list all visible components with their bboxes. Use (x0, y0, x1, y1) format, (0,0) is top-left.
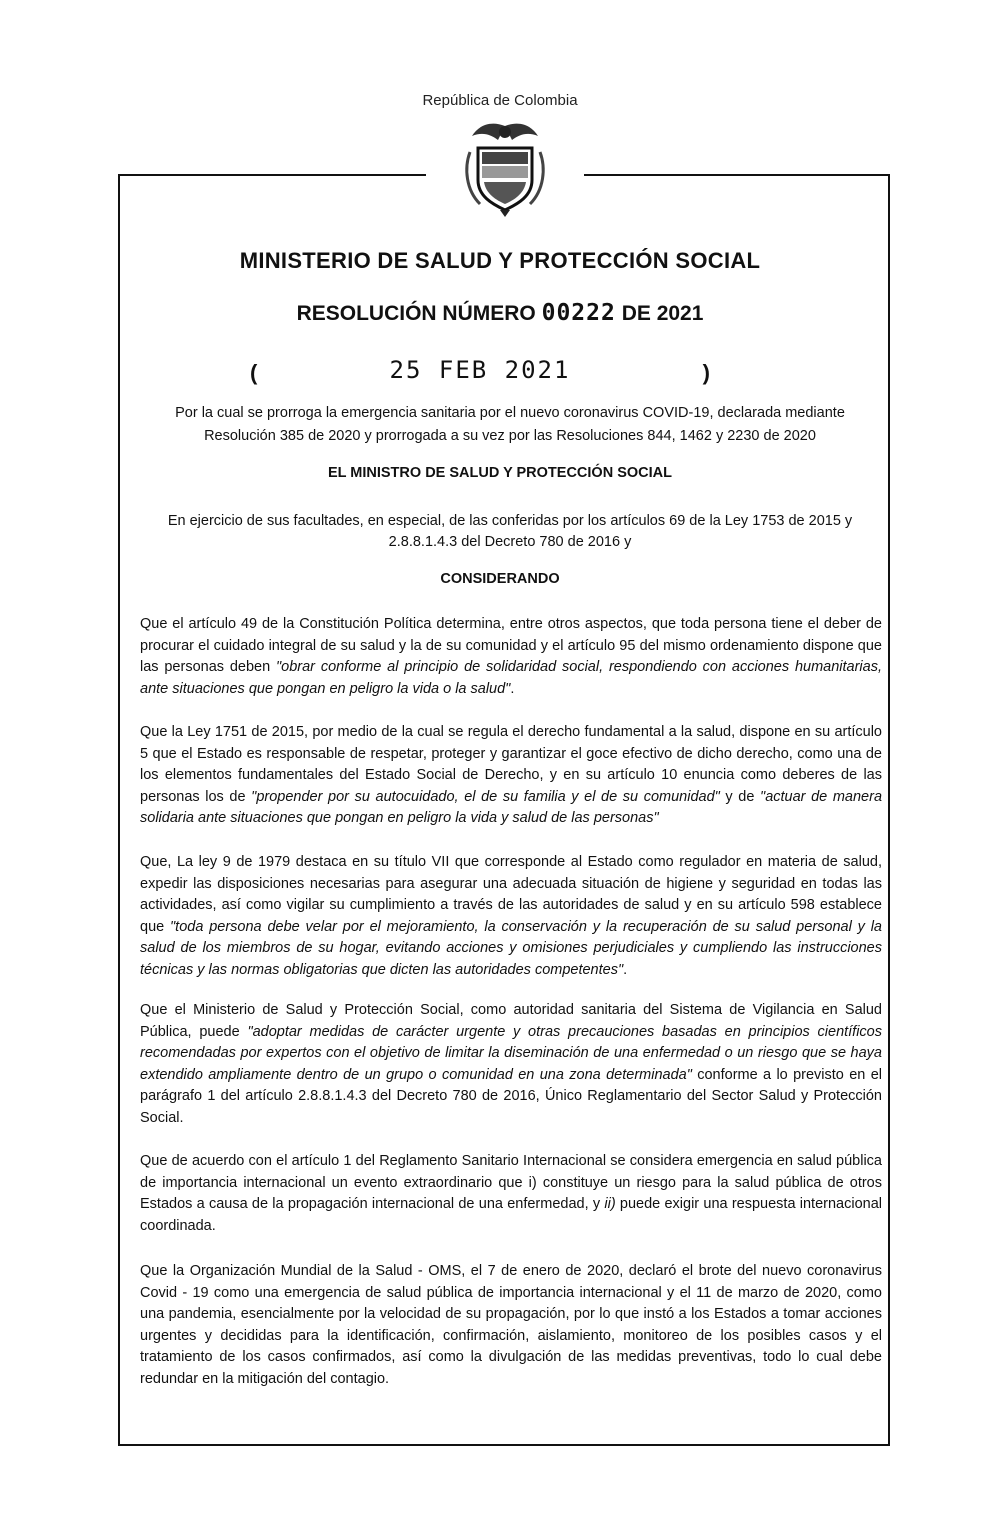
fecha-row (250, 356, 710, 396)
paragraph-1-text: Que el artículo 49 de la Constitución Política determina, entre otros aspectos, que toda persona tiene el deber de procurar el cuidado integral de su salud y la de su comunidad y el artículo 95 del mismo ordenamiento dispone que las personas deben (140, 616, 882, 675)
paragraph-4-quote: "adoptar medidas de carácter urgente y otras precauciones basadas en principios científicos recomendadas por expertos con el objetivo de limitar la diseminación de una enfermedad o un riesgo que se haya extendido ampliamente dentro de un grupo o comunidad en una zona determinada" (140, 1023, 882, 1083)
paragraph-6-text: Que la Organización Mundial de la Salud - OMS, el 7 de enero de 2020, declaró el brote del nuevo coronavirus Covid - 19 como una emergencia de salud pública de importancia internacional y el 11 de marzo de 2020, como una pandemia, esencialmente por la velocidad de su propagación, por lo que instó a los Estados a tomar acciones urgentes y decididas para la identificación, confirmación, aislamiento, monitoreo de los posibles casos y el tratamiento de los casos confirmados, así como la divulgación de las medidas preventivas, todo lo cual debe redundar en la mitigación del contagio. (140, 1263, 882, 1387)
paragraph-5-end: puede exigir una respuesta internacional coordinada. (140, 1196, 882, 1234)
paragraph-4-text: Que el Ministerio de Salud y Protección Social, como autoridad sanitaria del Sistema de Vigilancia en Salud Pública, puede (140, 1002, 882, 1040)
paragraph-5 (140, 1151, 882, 1237)
paragraph-2-text: Que la Ley 1751 de 2015, por medio de la cual se regula el derecho fundamental a la salud, dispone en su artículo 5 que el Estado es responsable de respetar, proteger y garantizar el goce efectivo de dicho derecho, como una de los elementos fundamentales del Estado Social de Derecho, y en su artículo 10 enuncia como deberes de las personas los de (140, 724, 882, 805)
paragraph-1 (140, 614, 882, 700)
resolucion-heading (0, 300, 1000, 326)
resolucion-year: DE 2021 (621, 302, 704, 325)
paragraph-3-end: . (623, 961, 628, 978)
paragraph-1-quote: "obrar conforme al principio de solidaridad social, respondiendo con acciones humanitarias, ante situaciones que pongan en peligro la vida o la salud" (140, 659, 882, 697)
republica-label: República de Colombia (422, 92, 578, 109)
paragraph-2-mid: y de (719, 788, 761, 805)
paragraph-6 (140, 1261, 882, 1390)
facultades-text: En ejercicio de sus facultades, en especial, de las conferidas por los artículos 69 de la Ley 1753 de 2015 y 2.8.8.1.4.3 del Decreto 780 de 2016 y (167, 513, 853, 550)
paragraph-4 (140, 1000, 882, 1129)
paragraph-3-text: Que, La ley 9 de 1979 destaca en su título VII que corresponde al Estado como regulador en materia de salud, expedir las disposiciones necesarias para asegurar una adecuada situación de higiene y seguridad en todas las actividades, así como vigilar su cumplimiento a través de las autoridades de salud y en su artículo 598 establece que (140, 854, 882, 935)
paragraph-3-quote: "toda persona debe velar por el mejoramiento, la conservación y la recuperación de su salud personal y la salud de los miembros de su hogar, evitando acciones y omisiones perjudiciales y cumpliendo las instrucciones técnicas y las normas obligatorias que dicten las autoridades competentes" (140, 918, 882, 978)
paragraph-5-quote: ii) (604, 1196, 616, 1212)
ministro-heading: EL MINISTRO DE SALUD Y PROTECCIÓN SOCIAL (327, 465, 672, 481)
paragraph-2 (140, 722, 882, 830)
paragraph-2-quote-1: "propender por su autocuidado, el de su familia y el de su comunidad" (251, 788, 720, 805)
paragraph-3 (140, 852, 882, 981)
epigrafe: Por la cual se prorroga la emergencia sanitaria por el nuevo coronavirus COVID-19, declarada mediante Resolución 385 de 2020 y prorrogada a su vez por las Resoluciones 844, 1462 y 2230 de 2020 (175, 405, 845, 444)
paragraph-1-end: . (510, 680, 515, 697)
ministerio-title: MINISTERIO DE SALUD Y PROTECCIÓN SOCIAL (239, 248, 761, 273)
paren-close: ) (702, 360, 710, 385)
paragraph-5-text: Que de acuerdo con el artículo 1 del Reglamento Sanitario Internacional se considera emergencia en salud pública de importancia internacional un evento extraordinario que i) constituye un riesgo para la salud pública de otros Estados a causa de la propagación internacional de una enfermedad, y (140, 1153, 882, 1212)
paragraph-4-end: conforme a lo previsto en el parágrafo 1 del artículo 2.8.8.1.4.3 del Decreto 780 de 2016, Único Reglamentario del Sector Salud y Protección Social. (140, 1066, 883, 1126)
paren-open: ( (250, 360, 258, 385)
resolucion-label: RESOLUCIÓN NÚMERO (296, 302, 536, 325)
fecha-stamp: 25 FEB 2021 (389, 356, 571, 384)
paragraph-2-quote-2: "actuar de manera solidaria ante situaciones que pongan en peligro la vida y salud de las personas" (140, 788, 883, 826)
resolucion-number: 00222 (541, 300, 616, 326)
considerando-heading: CONSIDERANDO (440, 571, 560, 587)
